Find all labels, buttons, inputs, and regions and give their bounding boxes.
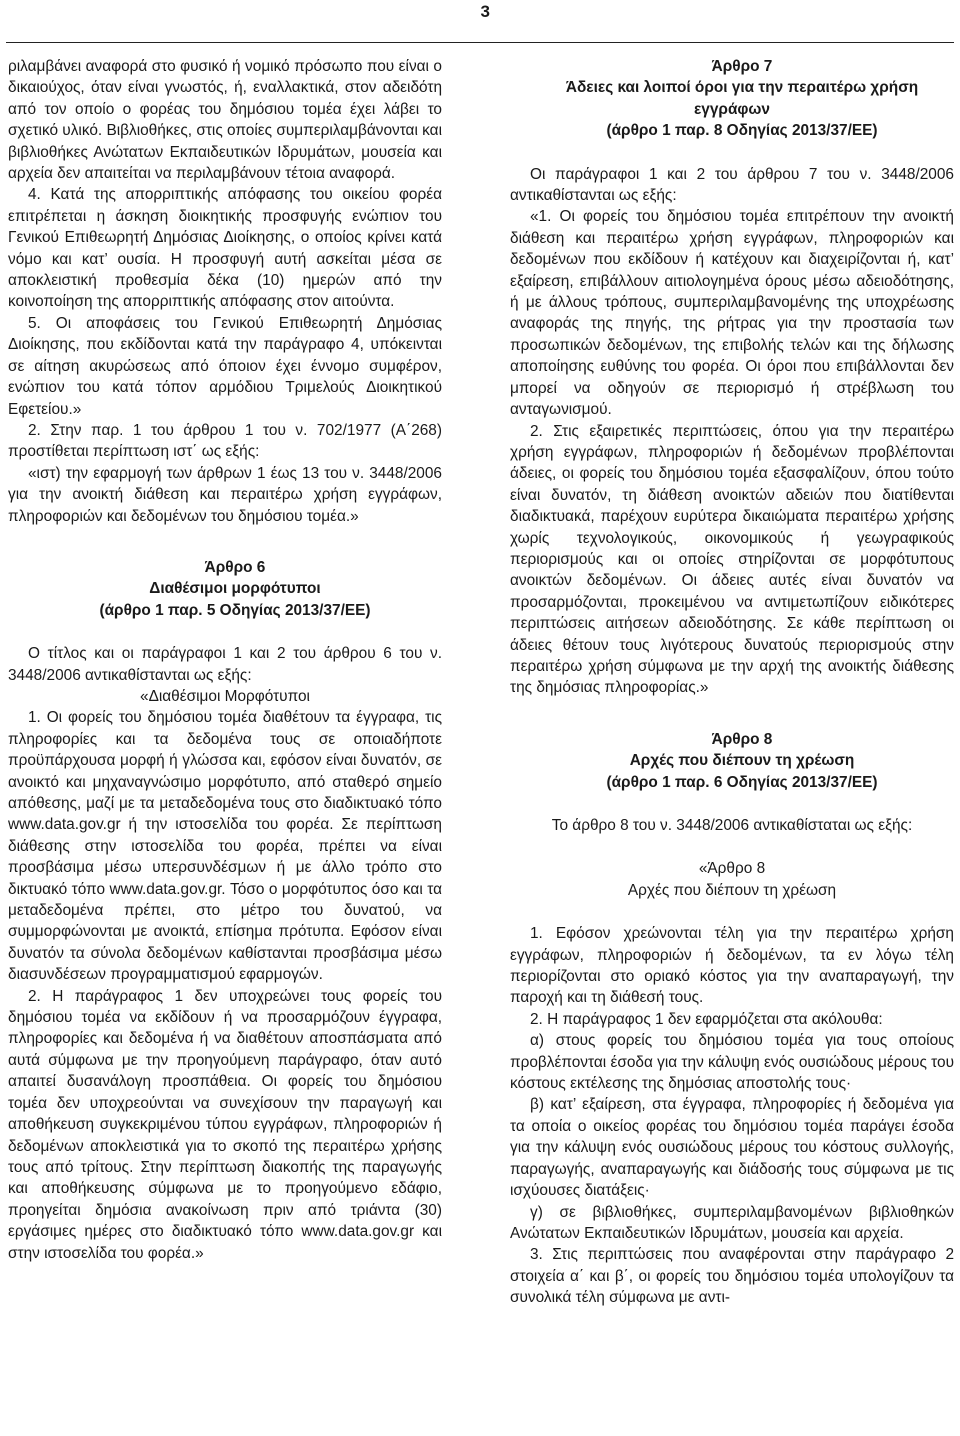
paragraph: 1. Οι φορείς του δημόσιου τομέα διαθέτουν τα έγγραφα, τις πληροφορίες και τα δεδομένα τους σε οποιαδήποτε προϋπάρχουσα μορφή ή γλώσσα και, εφόσον είναι δυνατόν, σε ανοικτό και μηχαναγνώσιμο μορφότυπο, από σταθερό σημείο απόθεσης, μαζί με τα μεταδεδομένα τους στο διαδικτυακό τόπο www.data.gov.gr ή την ιστοσελίδα του φορέα. Σε περίπτωση διάθεσης στην ιστοσελίδα του φορέα, πρέπει να είναι προσβάσιμα μέσω υπερσυνδέσμων ή με άλλο τρόπο στο δικτυακό τόπο www.data.gov.gr. Τόσο ο μορφότυπος όσο και τα μεταδεδομένα πρέπει, στο μέτρο του δυνατού, να συμμορφώνονται με ανοικτά, επίσημα πρότυπα. Εφόσον είναι δυνατόν τα σύνολα δεδομένων καθίστανται προσβάσιμα μέσω διασυνδέσεων προγραμματισμού εφαρμογών. <box>8 709 442 984</box>
paragraph: β) κατ’ εξαίρεση, στα έγγραφα, πληροφορίες ή δεδομένα για τα οποία ο οικείος φορέας του δημόσιου τομέα παράγει έσοδα για την κάλυψη ενός ουσιώδους μέρους του κόστους συλλογής, παραγωγής, αναπαραγωγής και διάδοσής τους σύμφωνα με τις ισχύουσες διατάξεις· <box>510 1096 954 1200</box>
article-heading: Άρθρο 8 <box>711 730 773 748</box>
centered-line: «Διαθέσιμοι Μορφότυποι <box>140 687 310 705</box>
paragraph: Οι παράγραφοι 1 και 2 του άρθρου 7 του ν. 3448/2006 αντικαθίστανται ως εξής: <box>510 165 954 205</box>
article-heading: Άδειες και λοιποί όροι για την περαιτέρω χρήση εγγράφων <box>565 79 919 118</box>
centered-line: «Άρθρο 8 <box>698 860 766 878</box>
centered-line: Το άρθρο 8 του ν. 3448/2006 αντικαθίσταται ως εξής: <box>551 817 913 834</box>
paragraph: 3. Στις περιπτώσεις που αναφέρονται στην παράγραφο 2 στοιχεία α΄ και β΄, οι φορείς του δημόσιου τομέα υπολογίζουν τα συνολικά τέλη σύμφωνα με αντι- <box>510 1246 954 1307</box>
header-rule <box>6 42 954 43</box>
article-heading: (άρθρο 1 παρ. 5 Οδηγίας 2013/37/ΕΕ) <box>99 601 371 619</box>
paragraph: 2. Η παράγραφος 1 δεν υποχρεώνει τους φορείς του δημόσιου τομέα να εκδίδουν ή να προσαρμόζουν έγγραφα, πληροφορίες και δεδομένα ή να διαθέτουν αποσπάσματα από αυτά σύμφωνα με την προηγούμενη παράγραφο, όταν αυτό απαιτεί δυσανάλογη προσπάθεια. Οι φορείς του δημόσιου τομέα δεν υποχρεούνται να συνεχίσουν την παραγωγή και αποθήκευση συγκεκριμένου τύπου εγγράφων, πληροφοριών ή δεδομένων αποκλειστικά για το σκοπό της περαιτέρω χρήσης τους από τρίτους. Στην περίπτωση διακοπής της παραγωγής και αποθήκευσης σύμφωνα με το προηγούμενο εδάφιο, προηγείται δημόσια ανακοίνωση πριν από τριάντα (30) εργάσιμες ημέρες στο διαδικτυακό τόπο www.data.gov.gr και στην ιστοσελίδα του φορέα.» <box>8 987 442 1262</box>
paragraph: Ο τίτλος και οι παράγραφοι 1 και 2 του άρθρου 6 του ν. 3448/2006 αντικαθίστανται ως εξής: <box>8 645 442 684</box>
spacer <box>510 793 954 815</box>
article-heading: Αρχές που διέπουν τη χρέωση <box>629 752 855 770</box>
paragraph: 2. Στην παρ. 1 του άρθρου 1 του ν. 702/1977 (Α΄268) προστίθεται περίπτωση ιστ΄ ως εξής: <box>8 421 442 461</box>
paragraph: 4. Κατά της απορριπτικής απόφασης του οικείου φορέα επιτρέπεται η άσκηση διοικητικής προσφυγής ενώπιον του Γενικού Επιθεωρητή Δημόσιας Διοίκησης, ο οποίος κρίνει κατά νόμο και κατ’ ουσία. Η προσφυγή αυτή ασκείται μέσα σε αποκλειστική προθεσμία δέκα (10) ημερών από την κοινοποίηση της απορριπτικής απόφασης στον αιτούντα. <box>8 186 442 311</box>
paragraph: 2. Η παράγραφος 1 δεν εφαρμόζεται στα ακόλουθα: <box>530 1010 883 1028</box>
spacer <box>8 527 442 557</box>
spacer <box>510 901 954 923</box>
article-heading: Διαθέσιμοι μορφότυποι <box>149 580 321 598</box>
article-heading: (άρθρο 1 παρ. 6 Οδηγίας 2013/37/ΕΕ) <box>606 773 878 791</box>
paragraph: γ) σε βιβλιοθήκες, συμπεριλαμβανομένων βιβλιοθηκών Ανώτατων Εκπαιδευτικών Ιδρυμάτων, μουσεία και αρχεία. <box>510 1203 954 1242</box>
spacer <box>510 142 954 164</box>
article-heading: (άρθρο 1 παρ. 8 Οδηγίας 2013/37/ΕΕ) <box>606 122 878 140</box>
spacer <box>8 621 442 643</box>
right-column <box>510 56 954 1309</box>
article-heading: Άρθρο 7 <box>711 58 773 75</box>
paragraph: ριλαμβάνει αναφορά στο φυσικό ή νομικό πρόσωπο που είναι ο δικαιούχος, όταν είναι γνωστός, ή, εναλλακτικά, στον αδειδότη από τον οποίο ο φορέας του δημόσιου τομέα έχει λάβει το σχετικό υλικό. Βιβλιοθήκες, στις οποίες συμπεριλαμβάνονται και βιβλιοθήκες Ανώτατων Εκπαιδευτικών Ιδρυμάτων, μουσεία και αρχεία δεν απαιτείται να περιλαμβάνουν τέτοια αναφορά. <box>8 58 442 183</box>
paragraph: «ιστ) την εφαρμογή των άρθρων 1 έως 13 του ν. 3448/2006 για την ανοικτή διάθεση και περαιτέρω χρήση εγγράφων, πληροφοριών και δεδομένων του δημόσιου τομέα.» <box>8 464 442 525</box>
left-column <box>8 56 442 1264</box>
centered-line: Αρχές που διέπουν τη χρέωση <box>627 881 837 899</box>
page-number: 3 <box>480 2 490 21</box>
spacer <box>510 699 954 729</box>
article-heading: Άρθρο 6 <box>204 558 266 576</box>
paragraph: 1. Εφόσον χρεώνονται τέλη για την περαιτέρω χρήση εγγράφων, πληροφοριών ή δεδομένων, τα εν λόγω τέλη περιορίζονται στο οριακό κόστος για την αναπαραγωγή, την παροχή και τη διάθεσή τους. <box>510 925 954 1007</box>
spacer <box>510 836 954 858</box>
paragraph: 5. Οι αποφάσεις του Γενικού Επιθεωρητή Δημόσιας Διοίκησης, που εκδίδονται κατά την παράγραφο 4, υπόκεινται σε αίτηση ακυρώσεως από όποιον έχει έννομο συμφέρον, ενώπιον του κατά τόπον αρμόδιου Τριμελούς Διοικητικού Εφετείου.» <box>8 314 442 418</box>
paragraph: «1. Οι φορείς του δημόσιου τομέα επιτρέπουν την ανοικτή διάθεση και περαιτέρω χρήση εγγράφων, πληροφοριών και δεδομένων που εκδίδουν ή κατέχουν και διαχειρίζονται ή, κατ’ εξαίρεση, επιβάλλουν αιτιολογημένα όρους μέσω αδειοδότησης, ή με άλλους τρόπους, συμπεριλαμβανομένης της υποχρέωσης αναφοράς της πηγής, της ρήτρας για την προστασία των προσωπικών δεδομένων, της επιβολής τελών και της δήλωσης αποποίησης ευθύνης του φορέα. Οι όροι που επιβάλλονται δεν μπορεί να οδηγούν σε περιορισμό ή στρέβλωση του ανταγωνισμού. <box>510 208 954 419</box>
paragraph: α) στους φορείς του δημόσιου τομέα για τους οποίους προβλέπονται έσοδα για την κάλυψη ενός ουσιώδους μέρους του κόστους εκτέλεσης της δημόσιας αποστολής τους· <box>510 1032 954 1093</box>
paragraph: 2. Στις εξαιρετικές περιπτώσεις, όπου για την περαιτέρω χρήση εγγράφων, πληροφοριών ή δεδομένων προβλέπονται άδειες, οι φορείς του δημόσιου τομέα εξασφαλίζουν, όπου τούτο είναι δυνατόν, τη διάθεση ανοικτών αδειών που διατίθενται διαδικτυακά, παρέχουν ευρύτερα δικαιώματα περαιτέρω χρήσης χωρίς τεχνολογικούς, οικονομικούς ή γεωγραφικούς περιορισμούς και οι οποίες στηρίζονται σε μορφότυπους ανοικτών δεδομένων. Οι άδειες αυτές είναι δυνατόν να προσαρμόζονται, προκειμένου να αντιμετωπίζουν ειδικότερες περιπτώσεις αιτήσεων αδειοδότησης. Σε κάθε περίπτωση οι άδειες θέτουν τους λιγότερους δυνατούς περιορισμούς στην περαιτέρω χρήση σύμφωνα με την αρχή της ανοικτής διάθεσης της δημόσιας πληροφορίας.» <box>510 422 954 697</box>
